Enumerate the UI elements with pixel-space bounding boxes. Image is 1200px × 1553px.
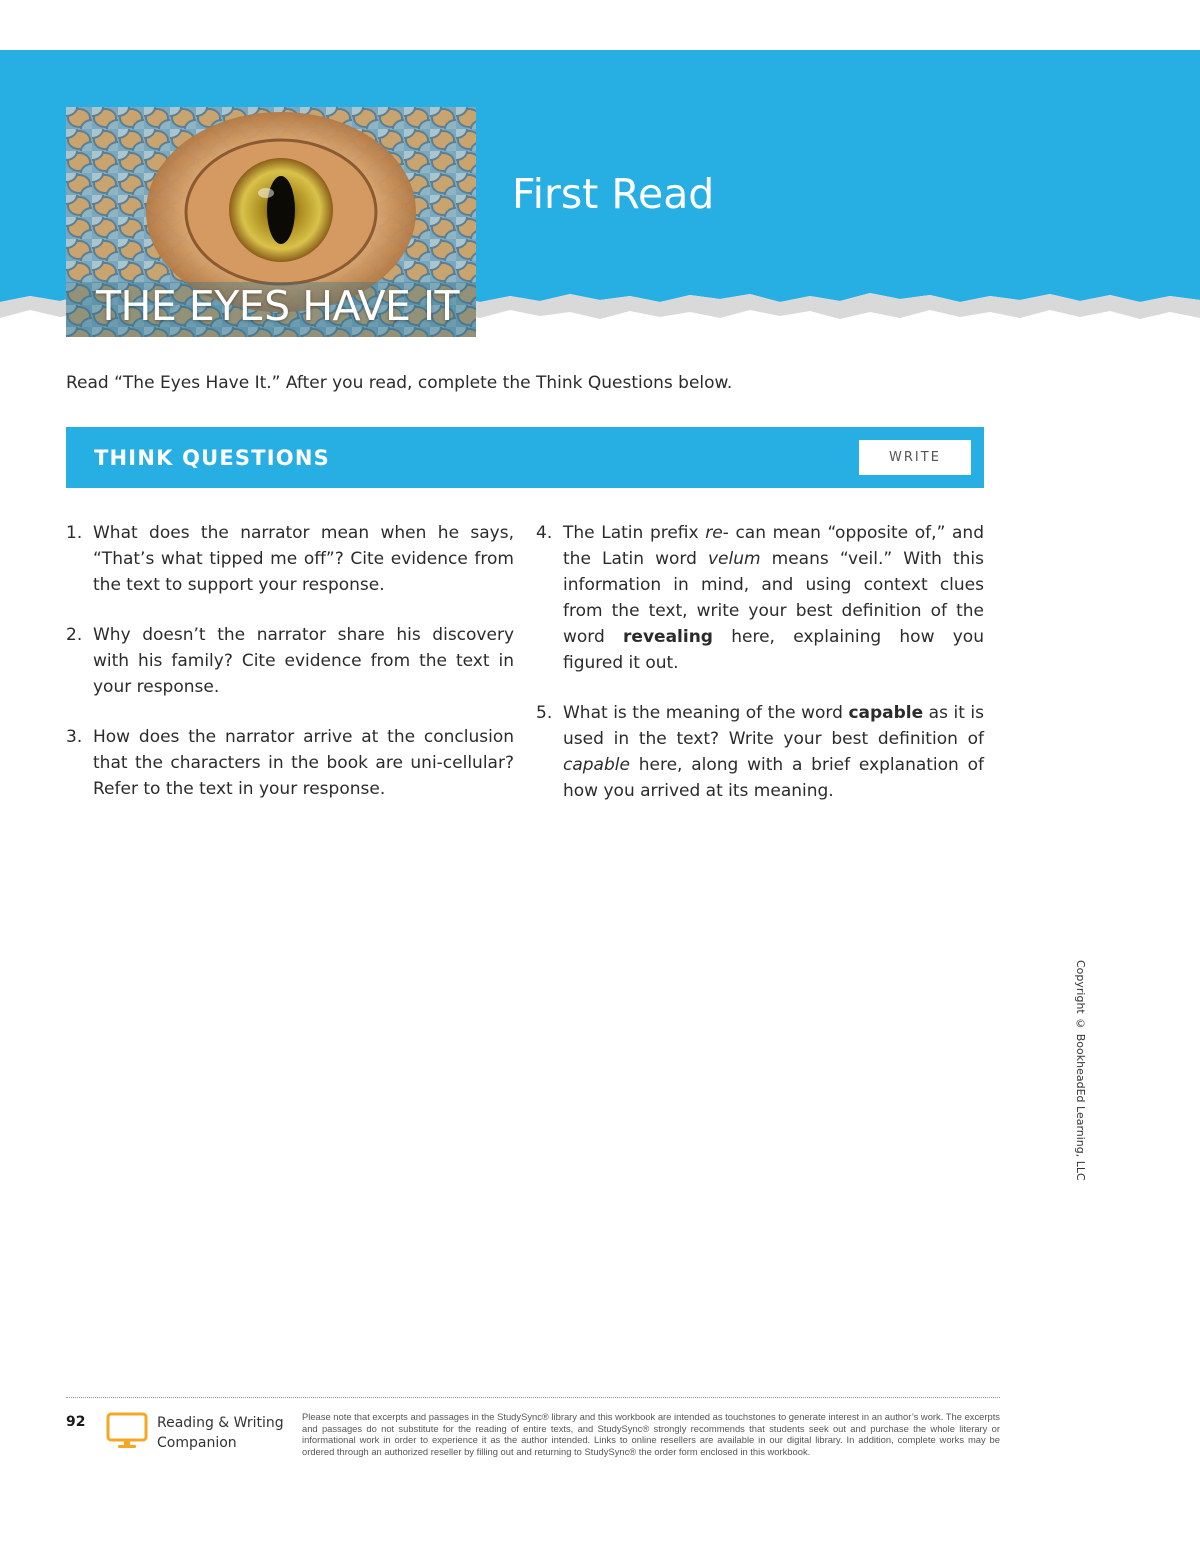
think-questions-header bbox=[66, 427, 984, 488]
question-number: 1. bbox=[66, 523, 83, 543]
question-text: here, explaining how you figured it out. bbox=[563, 627, 984, 673]
vocab-term: revealing bbox=[623, 627, 713, 647]
question-item bbox=[536, 700, 984, 804]
hero-title: THE EYES HAVE IT bbox=[96, 282, 460, 330]
companion-line-2: Companion bbox=[157, 1435, 237, 1451]
vocab-term: capable bbox=[848, 703, 924, 723]
question-text: What is the meaning of the word bbox=[563, 703, 849, 723]
question-number: 3. bbox=[66, 727, 83, 747]
question-item bbox=[536, 520, 984, 676]
question-number: 5. bbox=[536, 703, 553, 723]
question-item bbox=[66, 724, 514, 802]
disclaimer-text: Please note that excerpts and passages in the StudySync® library and this workbook are intended as touchstones to generate interest in an author’s work. The excerpts and passages do not substitute for the reading of entire texts, and StudySync® strongly recommends that students seek out and purchase the whole literary or informational work in order to experience it as the author intended. Links to online resellers are available in our digital library. In addition, complete works may be ordered through an authorized reseller by filling out and returning to StudySync® the order form enclosed in this workbook. bbox=[302, 1411, 1000, 1457]
vocab-term-italic: capable bbox=[563, 755, 630, 775]
question-text: as it is used in the text? Write your best definition of bbox=[563, 703, 984, 749]
question-text: What does the narrator mean when he says, “That’s what tipped me off”? Cite evidence from the text to support your response. bbox=[93, 523, 514, 595]
companion-label bbox=[157, 1413, 284, 1453]
think-questions-title: THINK QUESTIONS bbox=[94, 446, 330, 470]
question-text: Why doesn’t the narrator share his discovery with his family? Cite evidence from the text in your response. bbox=[93, 625, 514, 697]
intro-text: Read “The Eyes Have It.” After you read, complete the Think Questions below. bbox=[66, 373, 733, 393]
question-item bbox=[66, 520, 514, 598]
questions-column-right bbox=[536, 520, 984, 828]
question-item bbox=[66, 622, 514, 700]
monitor-icon bbox=[106, 1412, 148, 1450]
prefix-term: re- bbox=[705, 523, 729, 543]
question-text: How does the narrator arrive at the conclusion that the characters in the book are uni-cellular? Refer to the text in your response. bbox=[93, 727, 514, 799]
question-number: 4. bbox=[536, 523, 553, 543]
question-text: means “veil.” With this information in mind, and using context clues from the text, write your best definition of the word bbox=[563, 549, 984, 647]
question-text: can mean “opposite of,” and the Latin word bbox=[563, 523, 984, 569]
companion-line-1: Reading & Writing bbox=[157, 1415, 284, 1431]
section-title: First Read bbox=[512, 170, 715, 218]
question-text: The Latin prefix bbox=[563, 523, 706, 543]
copyright-notice: Copyright © BookheadEd Learning, LLC bbox=[1074, 960, 1087, 1181]
latin-term: velum bbox=[708, 549, 761, 569]
question-number: 2. bbox=[66, 625, 83, 645]
question-text: here, along with a brief explanation of how you arrived at its meaning. bbox=[563, 755, 984, 801]
footer-divider bbox=[66, 1397, 1000, 1398]
write-button[interactable]: WRITE bbox=[859, 440, 971, 475]
questions-column-left bbox=[66, 520, 514, 826]
page-number: 92 bbox=[66, 1414, 86, 1430]
